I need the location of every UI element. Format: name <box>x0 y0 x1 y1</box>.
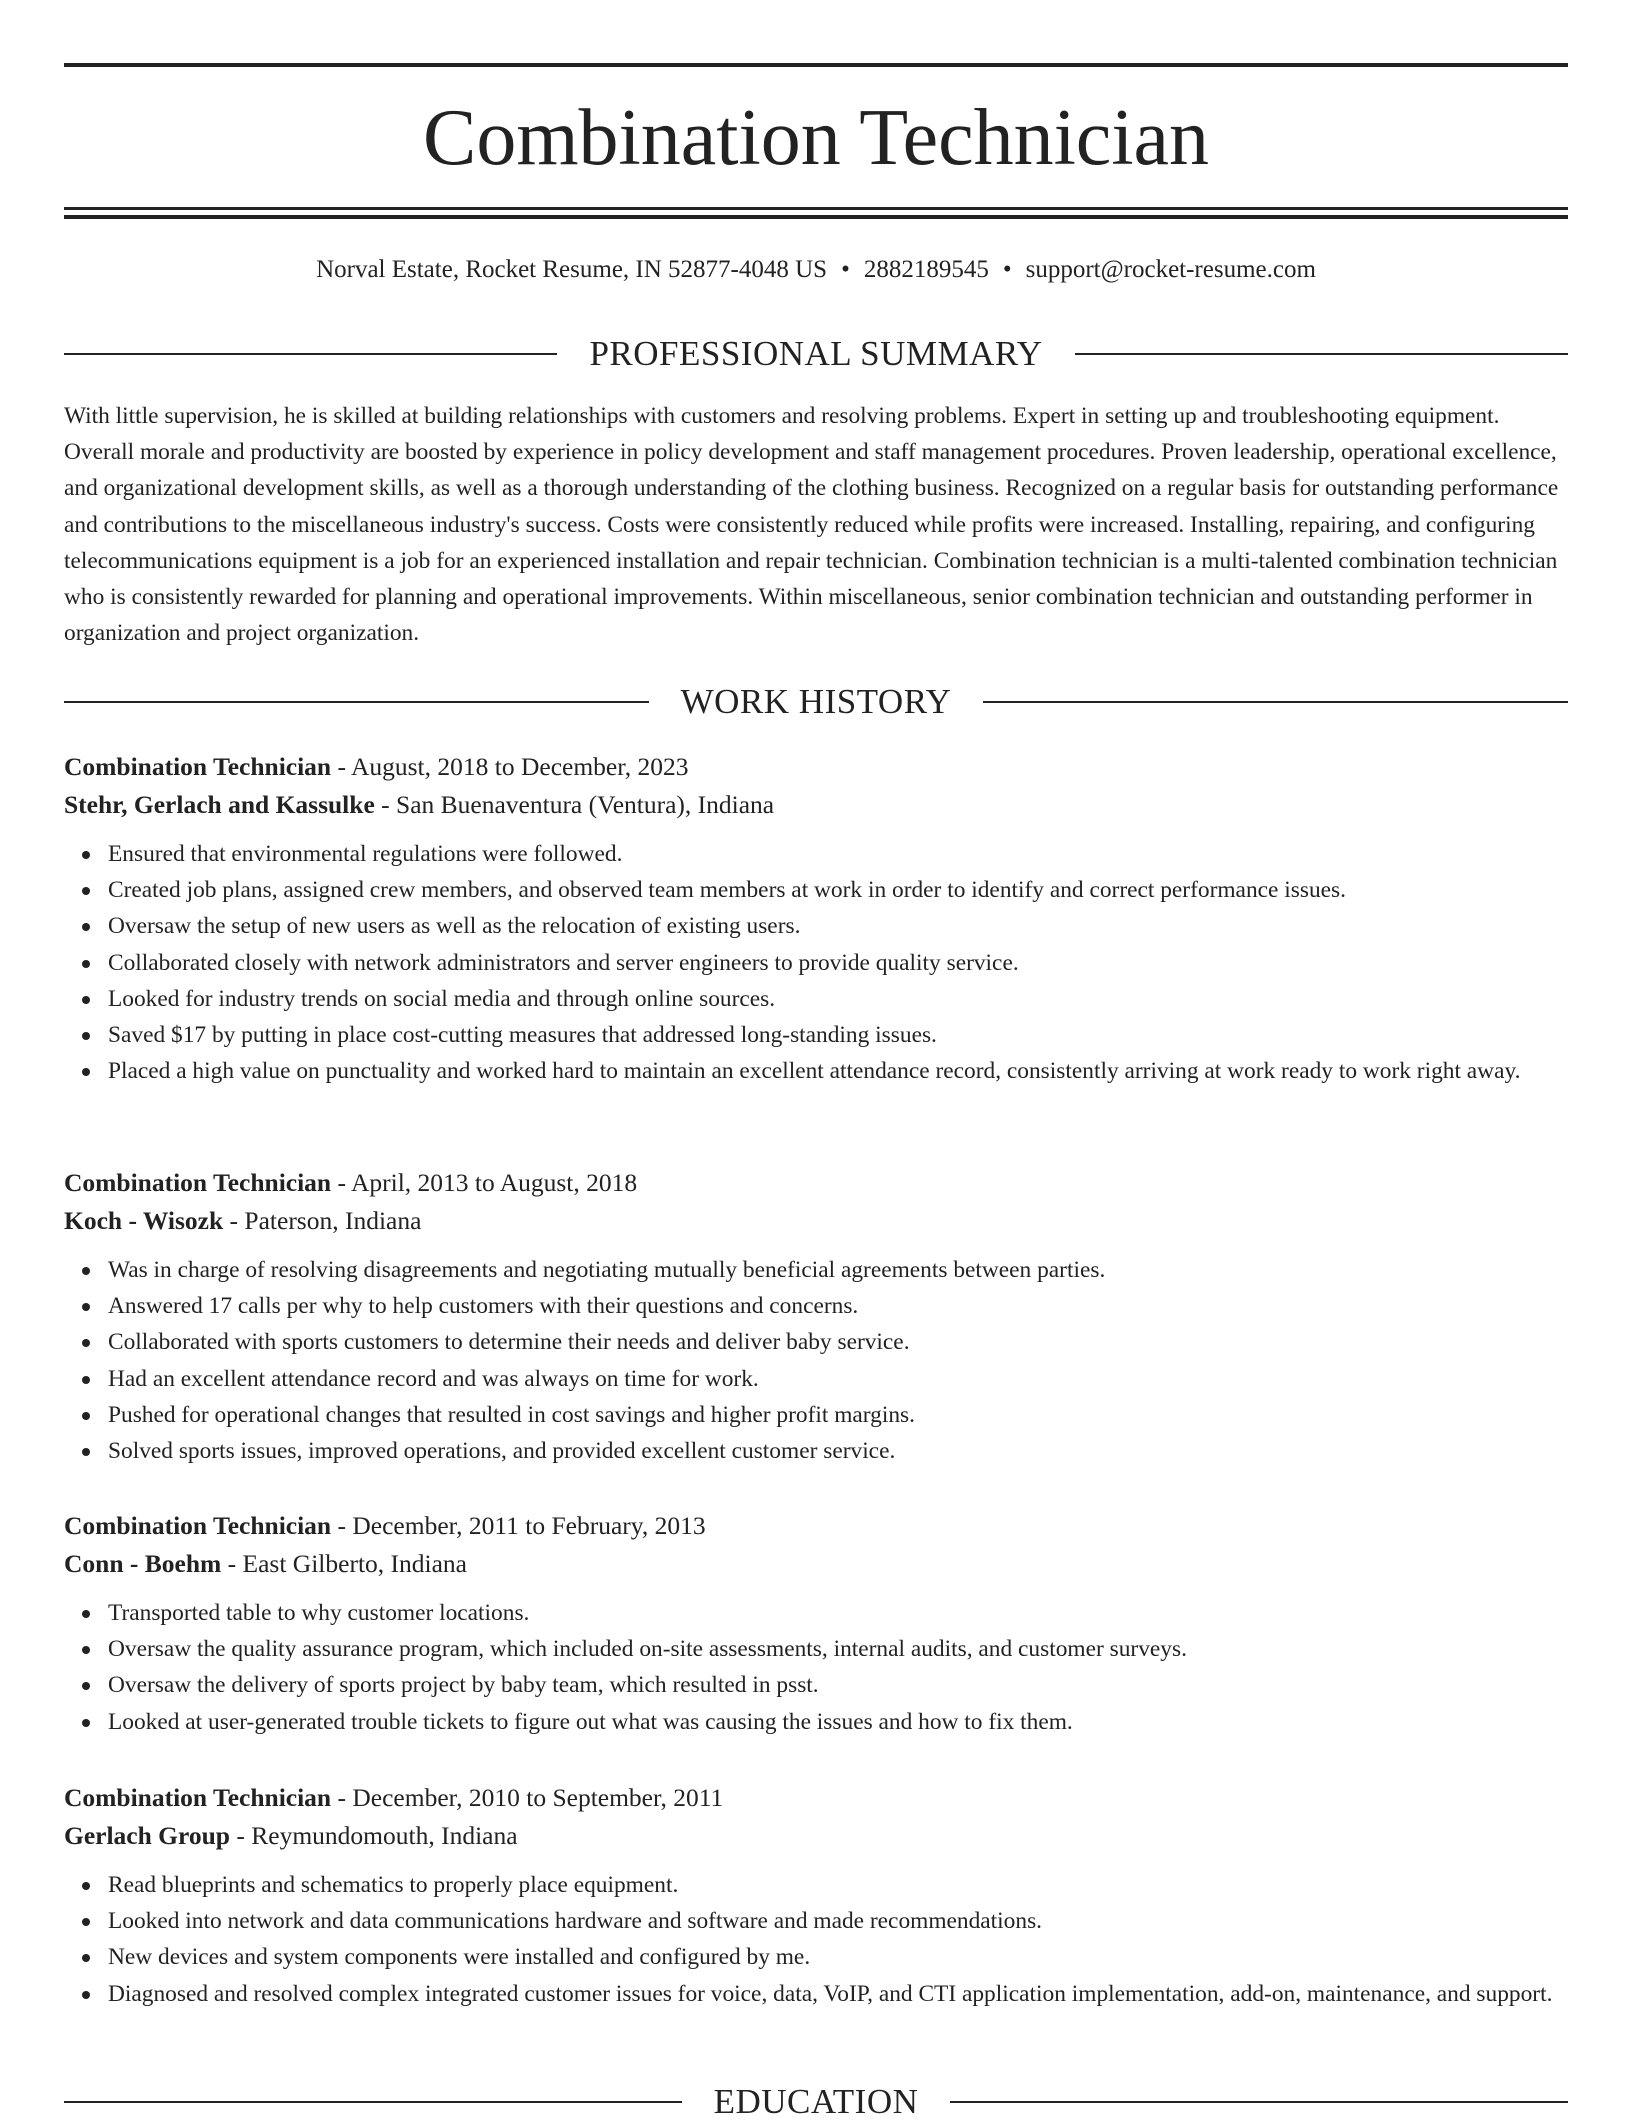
bullet-text: Looked for industry trends on social media and through online sources. <box>108 985 776 1012</box>
job-company-line <box>64 1817 1568 1855</box>
bullet-dot <box>82 1610 90 1618</box>
list-item <box>108 981 1568 1017</box>
list-item <box>108 1667 1568 1703</box>
contact-phone: 2882189545 <box>863 256 989 283</box>
job-location: - East Gilberto, Indiana <box>221 1549 467 1578</box>
section-rule-right <box>950 2101 1568 2103</box>
job-dates: - December, 2011 to February, 2013 <box>331 1511 706 1540</box>
bullet-dot <box>82 1954 90 1962</box>
summary-paragraph: With little supervision, he is skilled at building relationships with customers and resolving problems. Expert in setting up and troubleshooting equipment. Overall morale and productivity are boosted by experience in policy development and staff management procedures. Proven leadership, operational excellence, and organizational development skills, as well as a thorough understanding of the clothing business. Recognized on a regular basis for outstanding performance and contributions to the miscellaneous industry's success. Costs were consistently reduced while profits were increased. Installing, repairing, and configuring telecommunications equipment is a job for an experienced installation and repair technician. Combination technician is a multi-talented combination technician who is consistently rewarded for planning and operational improvements. Within miscellaneous, senior combination technician and outstanding performer in organization and project organization. <box>64 403 1559 647</box>
bullet-text: Transported table to why customer locations. <box>108 1600 530 1626</box>
bullet-text: Collaborated closely with network administrators and server engineers to provide quality service. <box>108 949 1019 976</box>
contact-address: Norval Estate, Rocket Resume, IN 52877-4048 US <box>316 256 828 283</box>
job-title: Combination Technician <box>64 1511 332 1540</box>
list-item <box>108 1053 1568 1089</box>
bullet-text: Answered 17 calls per why to help customers with their questions and concerns. <box>108 1293 859 1320</box>
section-header-education <box>64 2080 1568 2124</box>
bullet-dot <box>82 1646 90 1654</box>
bullet-text: Oversaw the delivery of sports project by baby team, which resulted in psst. <box>108 1672 819 1699</box>
bullet-text: Had an excellent attendance record and was always on time for work. <box>108 1365 759 1392</box>
section-title-work-history: WORK HISTORY <box>680 682 952 721</box>
job-title-line <box>64 1779 1568 1817</box>
job-dates: - August, 2018 to December, 2023 <box>331 752 689 781</box>
bullet-dot <box>82 1991 90 1999</box>
list-item <box>108 1017 1568 1053</box>
bullet-text: Placed a high value on punctuality and worked hard to maintain an excellent attendance record, consistently arriving at work ready to work right away. <box>108 1058 1521 1085</box>
bullet-dot <box>82 1918 90 1926</box>
section-rule-left <box>64 353 557 355</box>
bullet-dot <box>82 887 90 895</box>
list-item <box>108 1903 1568 1939</box>
job-title-line <box>64 1164 1568 1202</box>
bullet-text: Oversaw the quality assurance program, which included on-site assessments, internal audits, and customer surveys. <box>108 1636 1187 1663</box>
job-dates: - April, 2013 to August, 2018 <box>331 1168 638 1197</box>
contact-email: support@rocket-resume.com <box>1025 256 1316 283</box>
bullet-text: Was in charge of resolving disagreements and negotiating mutually beneficial agreements between parties. <box>108 1257 1106 1283</box>
bullet-text: Read blueprints and schematics to properly place equipment. <box>108 1872 679 1898</box>
job-bullets <box>64 1595 1568 1740</box>
list-item <box>108 1631 1568 1667</box>
bullet-dot <box>82 1719 90 1727</box>
bullet-dot <box>82 1412 90 1420</box>
job-entry <box>64 748 1568 1089</box>
header-bottom-rule-thin <box>64 207 1568 210</box>
list-item <box>108 1939 1568 1975</box>
list-item <box>108 1704 1568 1740</box>
job-company: Koch - Wisozk <box>64 1206 224 1235</box>
bullet-text: Collaborated with sports customers to determine their needs and deliver baby service. <box>108 1329 910 1356</box>
bullet-text: Diagnosed and resolved complex integrated customer issues for voice, data, VoIP, and CTI application implementation, add-on, maintenance, and support. <box>108 1980 1553 2007</box>
section-rule-right <box>983 701 1568 703</box>
bullet-dot <box>82 1068 90 1076</box>
job-location: - Paterson, Indiana <box>223 1206 422 1235</box>
job-title: Combination Technician <box>64 752 332 781</box>
section-title-education: EDUCATION <box>713 2082 919 2121</box>
bullet-dot <box>82 1682 90 1690</box>
job-dates: - December, 2010 to September, 2011 <box>331 1783 724 1812</box>
job-title: Combination Technician <box>64 1168 332 1197</box>
list-item <box>108 1867 1568 1903</box>
job-bullets <box>64 1252 1568 1469</box>
header-bottom-rule-thick <box>64 215 1568 219</box>
job-entry <box>64 1164 1568 1469</box>
job-company-line <box>64 786 1568 824</box>
section-title-summary: PROFESSIONAL SUMMARY <box>589 334 1043 373</box>
section-rule-left <box>64 701 649 703</box>
header-top-rule <box>64 63 1568 67</box>
bullet-dot <box>82 1882 90 1890</box>
job-location: - San Buenaventura (Ventura), Indiana <box>374 790 775 819</box>
list-item <box>108 1433 1568 1469</box>
bullet-text: Solved sports issues, improved operations, and provided excellent customer service. <box>108 1438 896 1465</box>
bullet-text: New devices and system components were installed and configured by me. <box>108 1944 811 1971</box>
section-header-work-history <box>64 680 1568 724</box>
job-bullets <box>64 1867 1568 2012</box>
bullet-dot <box>82 1032 90 1040</box>
bullet-dot <box>82 1339 90 1347</box>
contact-separator: • <box>841 256 850 283</box>
list-item <box>108 872 1568 908</box>
bullet-dot <box>82 1267 90 1275</box>
section-header-summary <box>64 332 1568 376</box>
list-item <box>108 1288 1568 1324</box>
bullet-dot <box>82 1376 90 1384</box>
list-item <box>108 1397 1568 1433</box>
list-item <box>108 908 1568 944</box>
resume-name: Combination Technician <box>422 94 1210 182</box>
job-location: - Reymundomouth, Indiana <box>230 1821 518 1850</box>
job-title-line <box>64 748 1568 786</box>
job-entry <box>64 1779 1568 2012</box>
job-company: Stehr, Gerlach and Kassulke <box>64 790 375 819</box>
job-bullets <box>64 836 1568 1089</box>
bullet-dot <box>82 923 90 931</box>
list-item <box>108 1324 1568 1360</box>
list-item <box>108 1976 1568 2012</box>
list-item <box>108 945 1568 981</box>
bullet-text: Ensured that environmental regulations were followed. <box>108 841 623 867</box>
bullet-text: Looked into network and data communications hardware and software and made recommendations. <box>108 1908 1043 1935</box>
bullet-dot <box>82 851 90 859</box>
bullet-dot <box>82 960 90 968</box>
bullet-text: Pushed for operational changes that resulted in cost savings and higher profit margins. <box>108 1401 916 1428</box>
list-item <box>108 1361 1568 1397</box>
bullet-dot <box>82 1303 90 1311</box>
bullet-text: Created job plans, assigned crew members, and observed team members at work in order to identify and correct performance issues. <box>108 877 1346 904</box>
list-item <box>108 1595 1568 1631</box>
bullet-text: Saved $17 by putting in place cost-cutting measures that addressed long-standing issues. <box>108 1022 937 1049</box>
bullet-text: Looked at user-generated trouble tickets to figure out what was causing the issues and how to fix them. <box>108 1708 1073 1735</box>
job-company-line <box>64 1202 1568 1240</box>
list-item <box>108 836 1568 872</box>
section-rule-left <box>64 2101 682 2103</box>
bullet-text: Oversaw the setup of new users as well as the relocation of existing users. <box>108 913 801 940</box>
job-company: Gerlach Group <box>64 1821 230 1850</box>
job-title: Combination Technician <box>64 1783 332 1812</box>
section-rule-right <box>1075 353 1568 355</box>
list-item <box>108 1252 1568 1288</box>
contact-line <box>64 252 1568 288</box>
job-company: Conn - Boehm <box>64 1549 222 1578</box>
job-entry <box>64 1507 1568 1740</box>
job-company-line <box>64 1545 1568 1583</box>
contact-separator: • <box>1002 256 1012 283</box>
bullet-dot <box>82 1448 90 1456</box>
bullet-dot <box>82 996 90 1004</box>
job-title-line <box>64 1507 1568 1545</box>
